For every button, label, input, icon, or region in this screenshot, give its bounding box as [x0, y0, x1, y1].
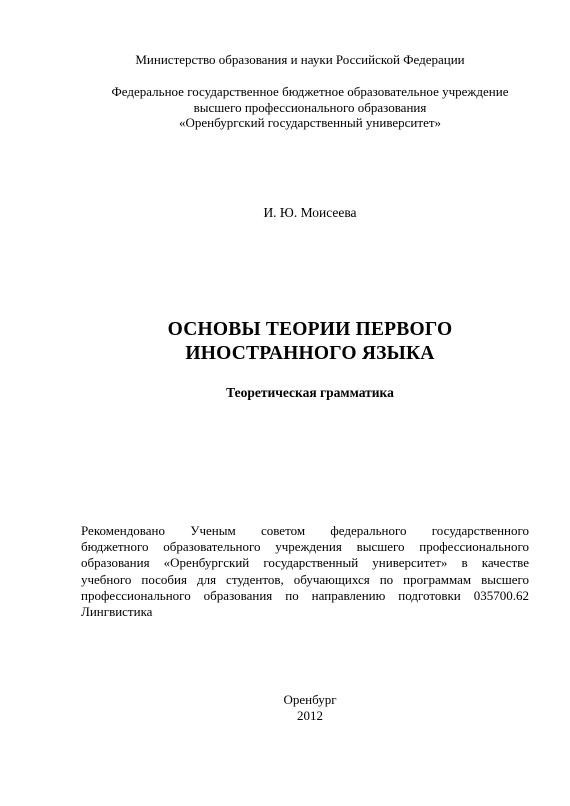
recommendation-line: бюджетного образовательного учреждения высшего профессионального [81, 539, 529, 555]
recommendation-line: образования «Оренбургский государственный университет» в качестве [81, 555, 529, 571]
book-subtitle: Теоретическая грамматика [226, 385, 394, 400]
publication-info [40, 692, 570, 724]
recommendation-line: Лингвистика [81, 604, 153, 620]
title-line: ИНОСТРАННОГО ЯЗЫКА [185, 343, 435, 364]
recommendation-line: учебного пособия для студентов, обучающихся по программам высшего [81, 571, 529, 587]
institution-line: «Оренбургский государственный университет» [178, 115, 442, 130]
ministry-name: Министерство образования и науки Российской Федерации [135, 52, 465, 67]
publication-city: Оренбург [283, 692, 337, 707]
author-name: И. Ю. Моисеева [263, 205, 357, 220]
institution-name [40, 84, 570, 131]
institution-line: Федеральное государственное бюджетное образовательное учреждение [111, 84, 509, 99]
recommendation-text [81, 523, 529, 620]
recommendation-line: Рекомендовано Ученым советом федерального государственного [81, 523, 529, 538]
publication-year: 2012 [297, 708, 323, 723]
recommendation-line: профессионального образования по направлению подготовки 035700.62 [81, 587, 529, 603]
institution-line: высшего профессионального образования [193, 99, 427, 115]
title-line: ОСНОВЫ ТЕОРИИ ПЕРВОГО [167, 319, 453, 340]
book-title [40, 318, 570, 366]
